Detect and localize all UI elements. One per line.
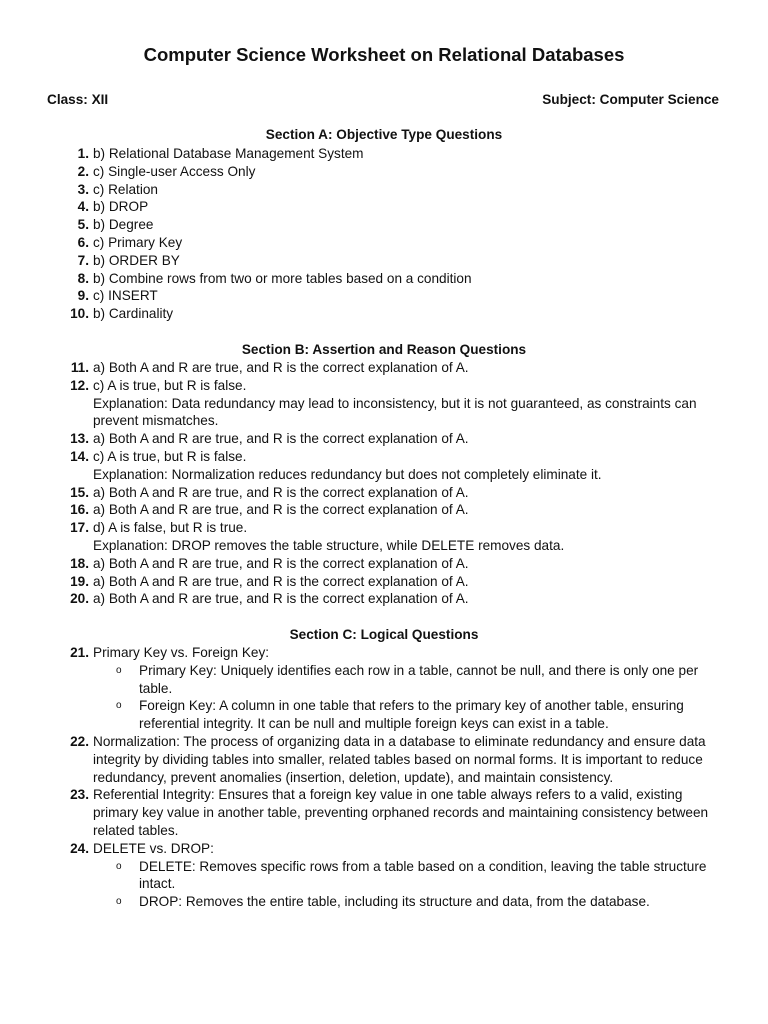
item-number: 12. bbox=[70, 377, 89, 393]
item-explanation: Explanation: DROP removes the table structure, while DELETE removes data. bbox=[93, 537, 565, 553]
list-item bbox=[0, 573, 768, 591]
list-item bbox=[0, 519, 768, 555]
list-item bbox=[0, 590, 768, 608]
item-text: b) DROP bbox=[93, 199, 149, 215]
item-text: c) A is true, but R is false. bbox=[93, 377, 247, 393]
list-item bbox=[0, 252, 768, 270]
item-number: 6. bbox=[77, 234, 89, 250]
list-item bbox=[0, 501, 768, 519]
item-number: 11. bbox=[70, 360, 89, 375]
item-number: 7. bbox=[77, 252, 89, 268]
section-c-title: Section C: Logical Questions bbox=[289, 627, 479, 642]
bullet-circle-icon: o bbox=[116, 896, 122, 908]
item-number: 5. bbox=[77, 217, 89, 233]
list-item bbox=[0, 305, 768, 323]
section-b-list bbox=[0, 359, 768, 608]
item-text: a) Both A and R are true, and R is the correct explanation of A. bbox=[93, 555, 469, 571]
page-title: Computer Science Worksheet on Relational Databases bbox=[143, 44, 625, 65]
item-text: b) Relational Database Management System bbox=[93, 146, 364, 161]
item-explanation: Explanation: Normalization reduces redundancy but does not completely eliminate it. bbox=[93, 466, 602, 482]
item-text: Primary Key vs. Foreign Key: bbox=[93, 645, 270, 660]
item-text: b) Degree bbox=[93, 217, 154, 233]
section-a-title: Section A: Objective Type Questions bbox=[265, 127, 503, 142]
item-number: 8. bbox=[77, 270, 89, 286]
section-c-list bbox=[0, 644, 768, 911]
list-item bbox=[0, 181, 768, 199]
sub-bullet-item bbox=[93, 662, 728, 698]
item-number: 13. bbox=[70, 431, 89, 447]
item-number: 4. bbox=[77, 199, 89, 215]
item-text: Normalization: The process of organizing data in a database to eliminate redundancy and ensure data integrity by dividing tables into smaller, related tables based on normal forms. It is important to reduce redundancy, prevent anomalies (insertion, deletion, update), and maintain consistency. bbox=[93, 733, 706, 785]
item-text: c) Single-user Access Only bbox=[93, 163, 256, 179]
list-item bbox=[0, 733, 768, 786]
item-number: 16. bbox=[70, 502, 89, 518]
item-number: 18. bbox=[70, 555, 89, 571]
list-item bbox=[0, 430, 768, 448]
item-text: a) Both A and R are true, and R is the correct explanation of A. bbox=[93, 591, 469, 607]
item-number: 15. bbox=[70, 484, 89, 500]
item-text: c) Primary Key bbox=[93, 234, 183, 250]
list-item bbox=[0, 198, 768, 216]
item-text: a) Both A and R are true, and R is the correct explanation of A. bbox=[93, 484, 469, 500]
item-text: b) Combine rows from two or more tables based on a condition bbox=[93, 270, 472, 286]
list-item bbox=[0, 786, 768, 839]
item-text: b) Cardinality bbox=[93, 306, 174, 322]
bullet-text: DELETE: Removes specific rows from a table based on a condition, leaving the table structure intact. bbox=[139, 858, 707, 892]
bullet-circle-icon: o bbox=[116, 700, 122, 712]
item-number: 24. bbox=[70, 840, 89, 856]
item-text: c) INSERT bbox=[93, 288, 158, 304]
item-text: b) ORDER BY bbox=[93, 252, 180, 268]
item-text: d) A is false, but R is true. bbox=[93, 520, 248, 536]
class-label: Class: XII bbox=[47, 92, 109, 107]
list-item bbox=[0, 555, 768, 573]
sub-bullet-list bbox=[93, 858, 728, 911]
list-item bbox=[0, 377, 768, 430]
list-item bbox=[0, 484, 768, 502]
item-number: 3. bbox=[77, 181, 89, 197]
section-a-list bbox=[0, 145, 768, 323]
item-text: Referential Integrity: Ensures that a foreign key value in one table always refers to a valid, existing primary key value in another table, preventing orphaned records and maintaining consistency between related tables. bbox=[93, 787, 709, 838]
item-text: a) Both A and R are true, and R is the correct explanation of A. bbox=[93, 502, 469, 518]
list-item bbox=[0, 270, 768, 288]
item-number: 14. bbox=[70, 448, 89, 464]
list-item bbox=[0, 644, 768, 733]
bullet-text: Foreign Key: A column in one table that refers to the primary key of another table, ensuring referential integrity. It can be null and multiple foreign keys can exist in a table. bbox=[139, 698, 684, 732]
list-item bbox=[0, 840, 768, 911]
sub-bullet-list bbox=[93, 662, 728, 733]
sub-bullet-item bbox=[93, 893, 728, 911]
list-item bbox=[0, 359, 768, 377]
list-item bbox=[0, 145, 768, 163]
sub-bullet-item bbox=[93, 697, 728, 733]
item-text: a) Both A and R are true, and R is the correct explanation of A. bbox=[93, 360, 469, 375]
list-item bbox=[0, 216, 768, 234]
item-number: 19. bbox=[70, 573, 89, 589]
section-b-title: Section B: Assertion and Reason Questions bbox=[241, 342, 527, 357]
item-number: 9. bbox=[77, 288, 89, 304]
item-text: c) A is true, but R is false. bbox=[93, 448, 247, 464]
bullet-text: DROP: Removes the entire table, including its structure and data, from the database. bbox=[139, 894, 650, 910]
list-item bbox=[0, 234, 768, 252]
item-number: 22. bbox=[70, 733, 89, 749]
item-number: 21. bbox=[70, 645, 89, 660]
item-number: 17. bbox=[70, 520, 89, 536]
item-number: 20. bbox=[70, 591, 89, 607]
item-number: 2. bbox=[77, 163, 89, 179]
bullet-text: Primary Key: Uniquely identifies each row in a table, cannot be null, and there is only one per table. bbox=[139, 662, 699, 696]
list-item bbox=[0, 163, 768, 181]
subject-label: Subject: Computer Science bbox=[542, 92, 719, 107]
item-text: a) Both A and R are true, and R is the correct explanation of A. bbox=[93, 573, 469, 589]
bullet-circle-icon: o bbox=[116, 664, 122, 676]
sub-bullet-item bbox=[93, 858, 728, 894]
item-number: 10. bbox=[70, 306, 89, 322]
bullet-circle-icon: o bbox=[116, 860, 122, 872]
item-number: 23. bbox=[70, 787, 89, 803]
item-text: a) Both A and R are true, and R is the correct explanation of A. bbox=[93, 431, 469, 447]
list-item bbox=[0, 287, 768, 305]
item-text: c) Relation bbox=[93, 181, 158, 197]
item-explanation: Explanation: Data redundancy may lead to inconsistency, but it is not guaranteed, as constraints can prevent mismatches. bbox=[93, 395, 697, 429]
item-text: DELETE vs. DROP: bbox=[93, 840, 214, 856]
list-item bbox=[0, 448, 768, 484]
item-number: 1. bbox=[77, 146, 89, 161]
